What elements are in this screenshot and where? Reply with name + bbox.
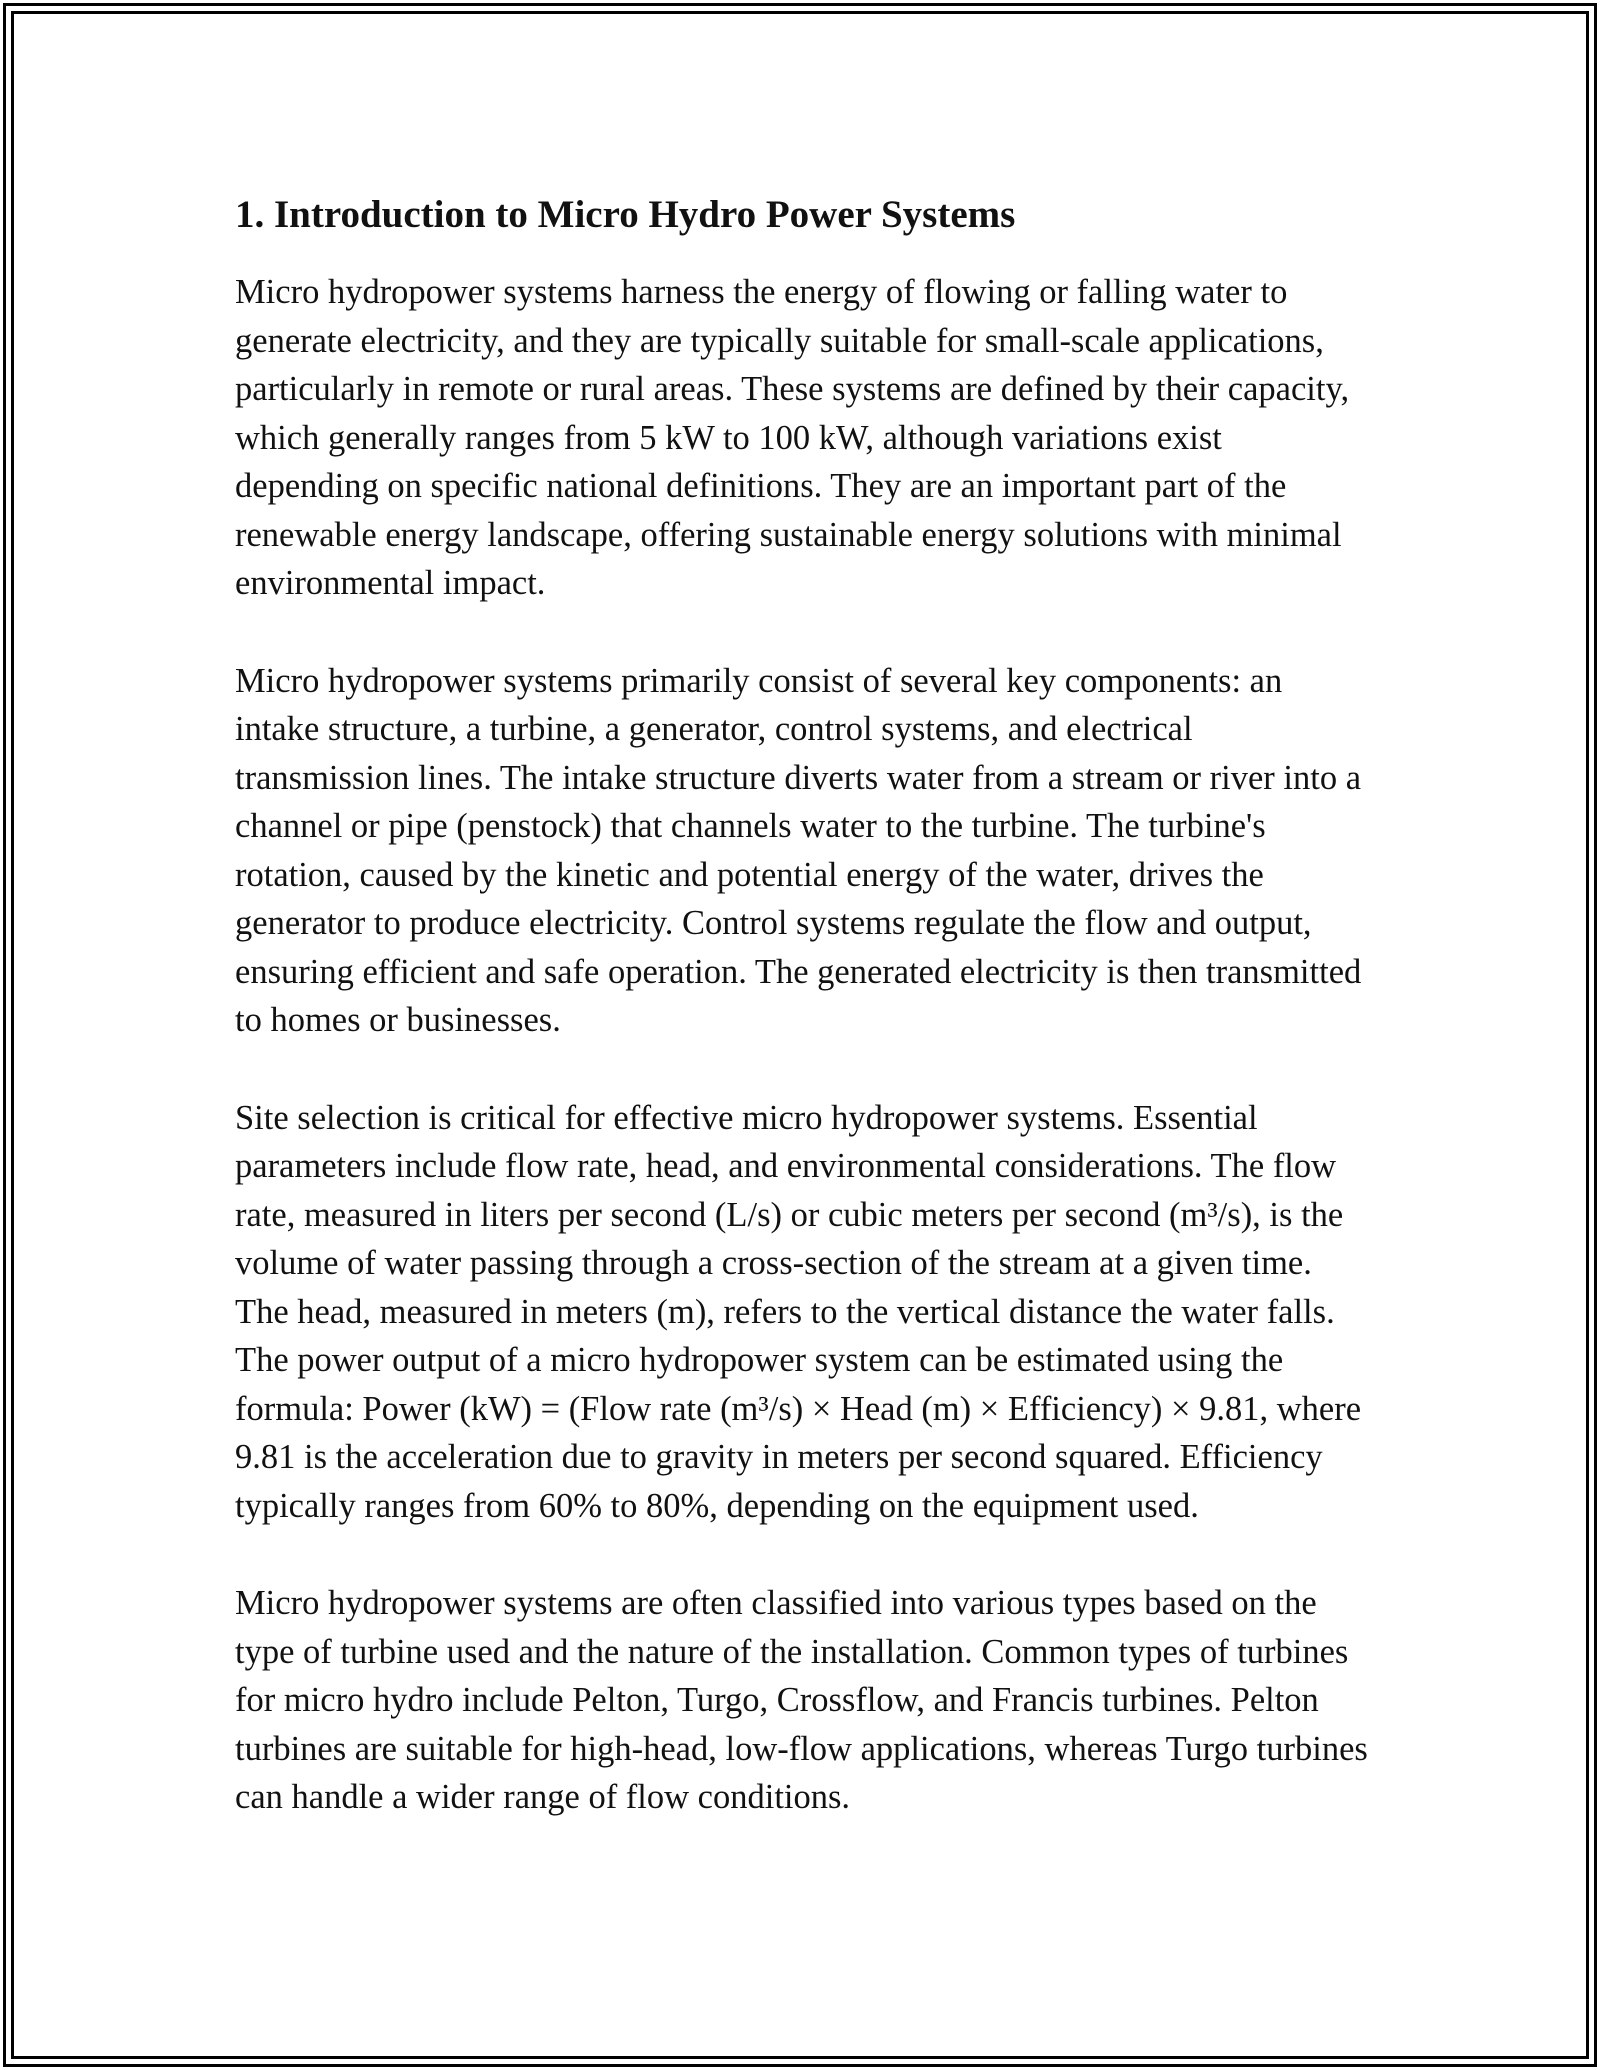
paragraph-components: Micro hydropower systems primarily consist of several key components: an intake structure, a turbine, a generator, control systems, and electrical transmission lines. The intake structure diverts water from a stream or river into a channel or pipe (penstock) that channels water to the turbine. The turbine's rotation, caused by the kinetic and potential energy of the water, drives the generator to produce electricity. Control systems regulate the flow and output, ensuring efficient and safe operation. The generated electricity is then transmitted to homes or businesses. bbox=[235, 661, 1362, 1039]
document-body bbox=[235, 188, 1370, 1871]
paragraph-overview: Micro hydropower systems harness the energy of flowing or falling water to generate electricity, and they are typically suitable for small-scale applications, particularly in remote or rural areas. These systems are defined by their capacity, which generally ranges from 5 kW to 100 kW, although variations exist depending on specific national definitions. They are an important part of the renewable energy landscape, offering sustainable energy solutions with minimal environmental impact. bbox=[235, 273, 1350, 602]
section-heading: 1. Introduction to Micro Hydro Power Systems bbox=[235, 193, 1016, 236]
paragraph-site-selection: Site selection is critical for effective micro hydropower systems. Essential parameters include flow rate, head, and environmental considerations. The flow rate, measured in liters per second (L/s) or cubic meters per second (m³/s), is the volume of water passing through a cross-section of the stream at a given time. The head, measured in meters (m), refers to the vertical distance the water falls. The power output of a micro hydropower system can be estimated using the formula: Power (kW) = (Flow rate (m³/s) × Head (m) × Efficiency) × 9.81, where 9.81 is the acceleration due to gravity in meters per second squared. Efficiency typically ranges from 60% to 80%, depending on the equipment used. bbox=[235, 1098, 1362, 1525]
paragraph-turbine-types: Micro hydropower systems are often classified into various types based on the type of turbine used and the nature of the installation. Common types of turbines for micro hydro include Pelton, Turgo, Crossflow, and Francis turbines. Pelton turbines are suitable for high-head, low-flow applications, whereas Turgo turbines can handle a wider range of flow conditions. bbox=[235, 1584, 1368, 1816]
